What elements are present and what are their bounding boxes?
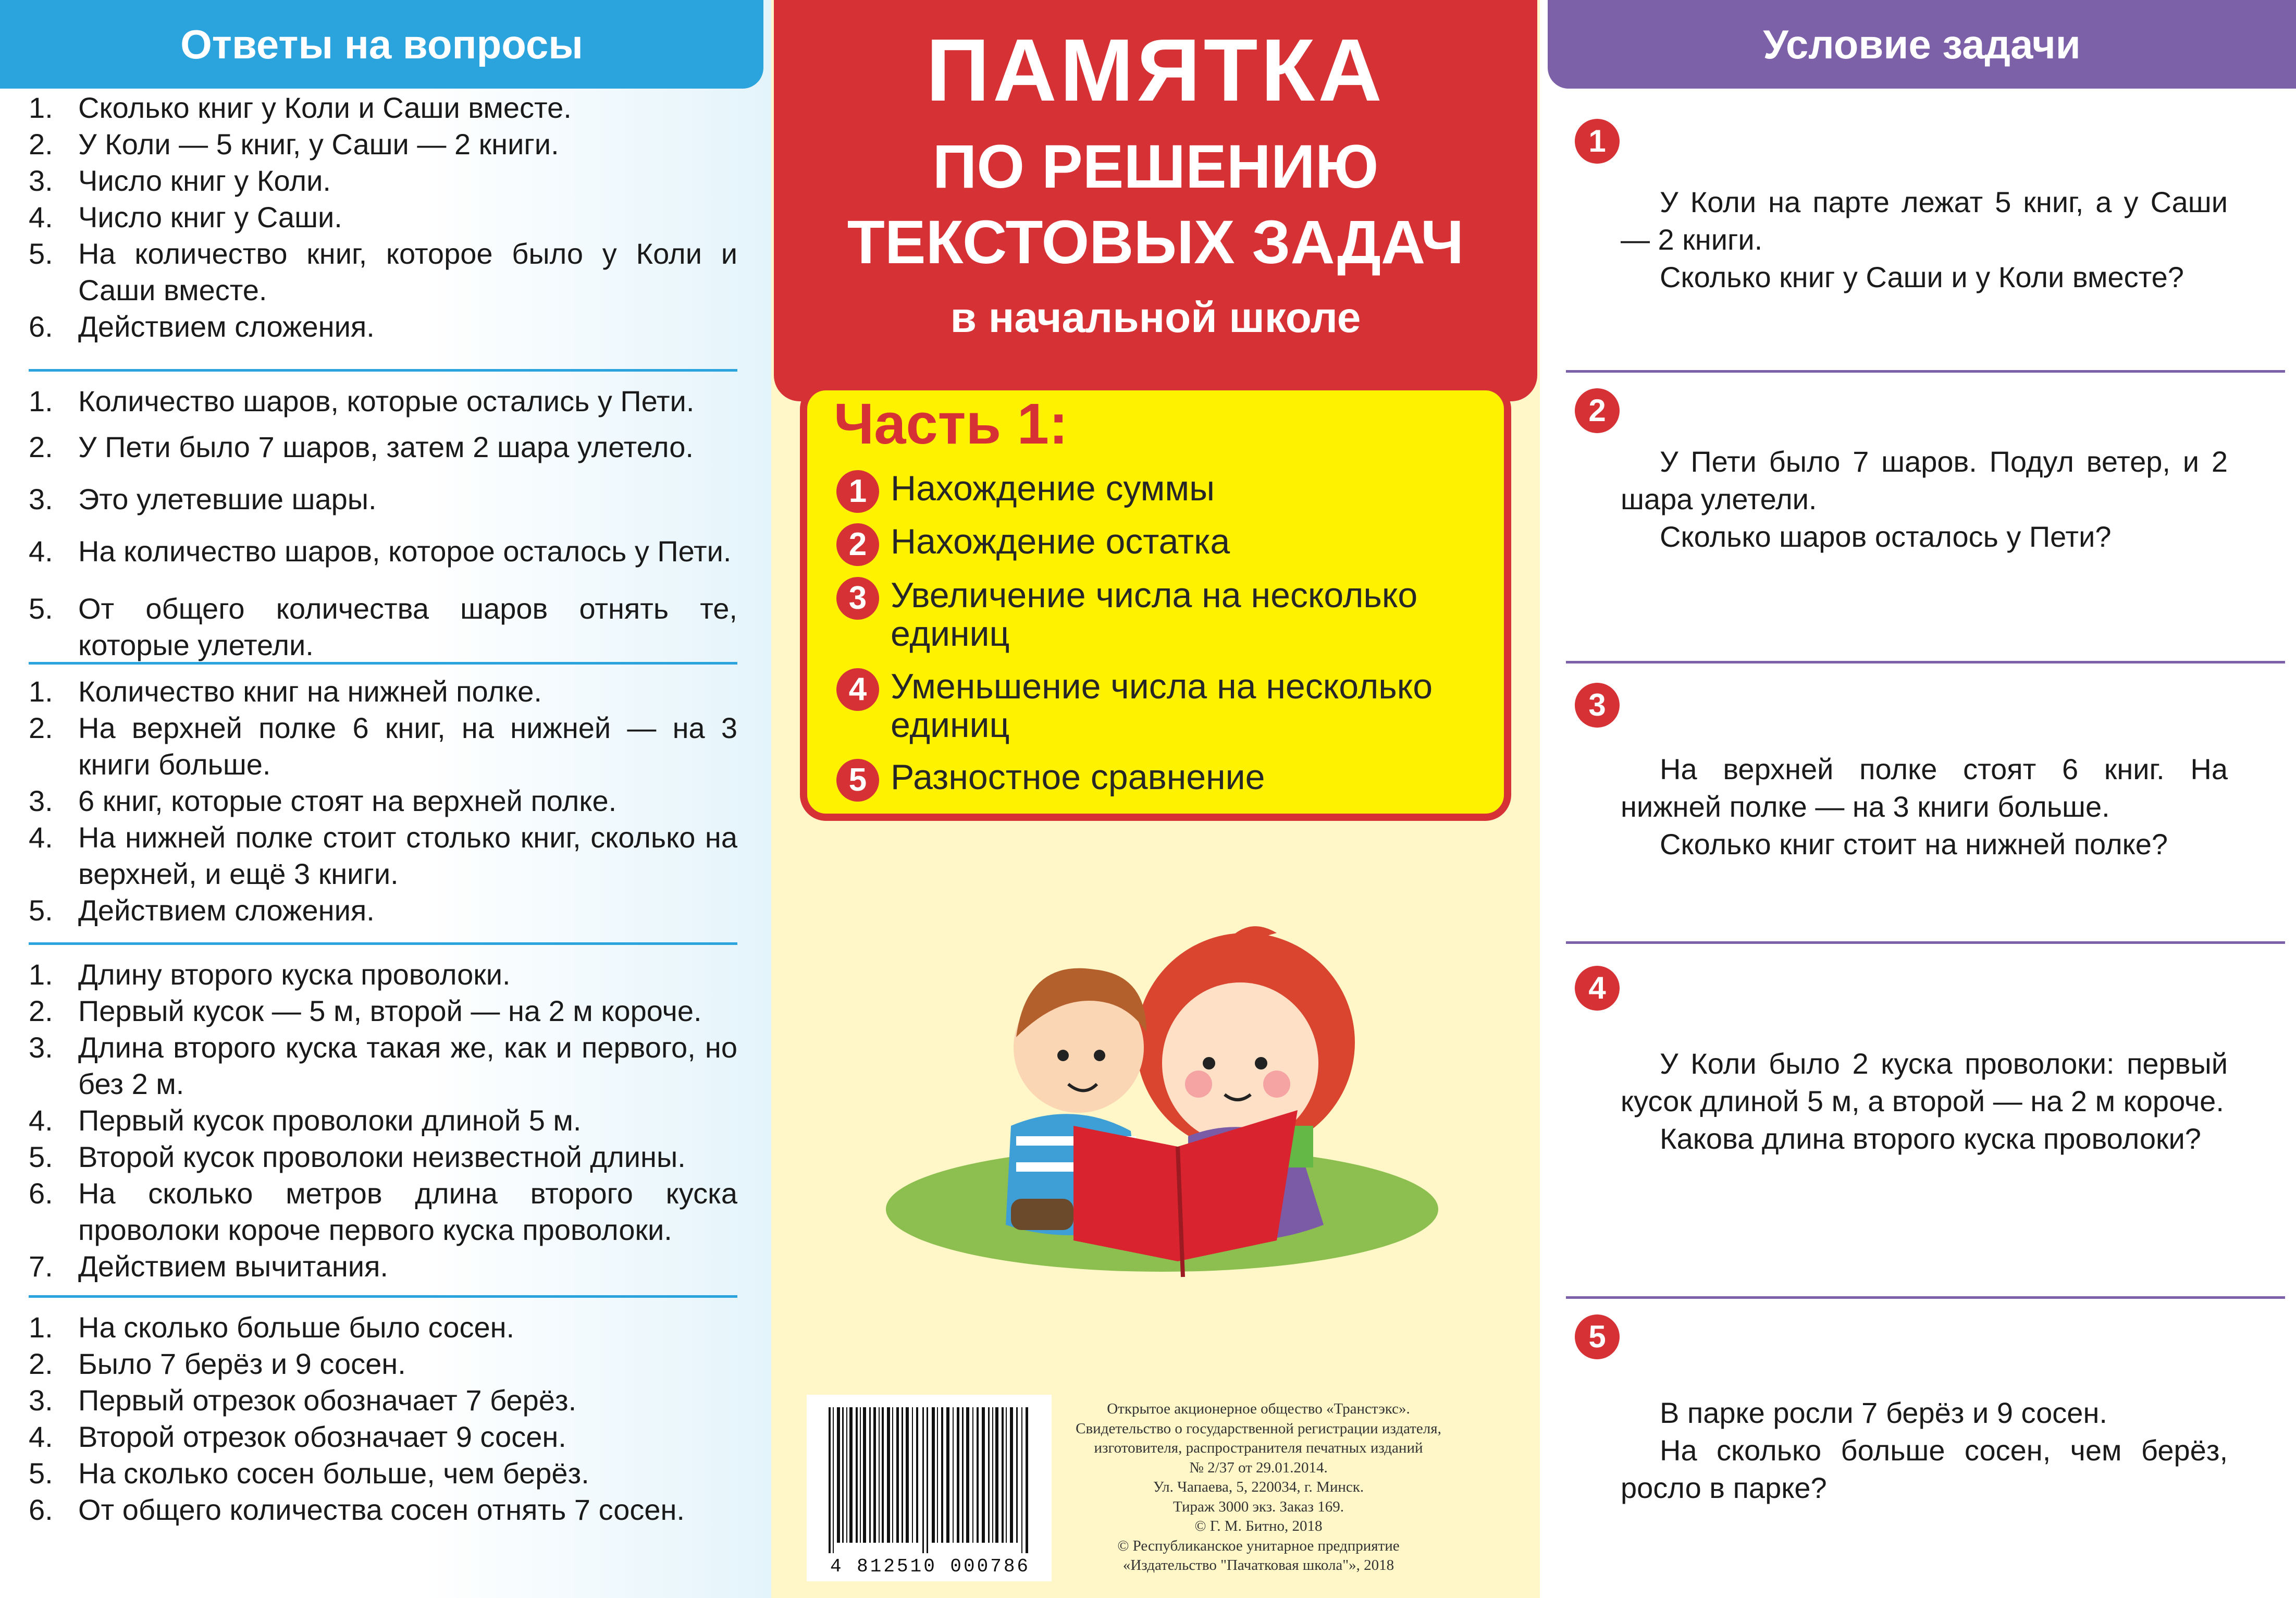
number-badge: 5 [1575, 1314, 1620, 1359]
barcode [829, 1407, 1033, 1553]
list-item: 4. На нижней полке стоит столько книг, сколько на верхней, и ещё 3 книги. [29, 821, 737, 890]
answer-block-2 [29, 383, 737, 663]
page-title: ПАМЯТКА [925, 21, 1386, 120]
list-item: 5. Действием сложения. [29, 894, 375, 927]
part-item: 3 Увеличение числа на несколько единиц [836, 576, 1503, 653]
part-item: 2 Нахождение остатка [836, 522, 1503, 566]
title-line-3: ТЕКСТОВЫХ ЗАДАЧ [847, 208, 1464, 277]
answer-block-1 [29, 90, 737, 345]
list-item: 4. На количество шаров, которое осталось у Пети. [29, 535, 732, 568]
condition-text: У Пети было 7 шаров. Подул ветер, и 2 шара улетели. Сколько шаров осталось у Пети? [1621, 445, 2228, 553]
list-item: 3. Это улетевшие шары. [29, 483, 377, 515]
divider [1566, 1296, 2285, 1299]
divider [29, 662, 737, 665]
condition-text: В парке росли 7 берёз и 9 сосен. На сколько больше сосен, чем берёз, росло в парке? [1621, 1396, 2228, 1504]
number-badge: 2 [1575, 388, 1620, 433]
list-item: 1. Сколько книг у Коли и Саши вместе. [29, 91, 572, 124]
list-item: 6. От общего количества сосен отнять 7 сосен. [29, 1493, 685, 1526]
divider [1566, 661, 2285, 663]
answer-block-4 [29, 956, 737, 1285]
list-item: 1. Длину второго куска проволоки. [29, 958, 511, 991]
answers-header: Ответы на вопросы [0, 0, 763, 89]
list-item: 3. Длина второго куска такая же, как и первого, но без 2 м. [29, 1031, 737, 1100]
answer-block-3 [29, 673, 737, 929]
list-item: 3. 6 книг, которые стоят на верхней полке. [29, 784, 617, 817]
imprint: Открытое акционерное общество «Транстэкс». Свидетельство о государственной регистрации издателя, изготовителя, распространителя печатных изданий № 2/37 от 29.01.2014. Ул. Чапаева, 5, 220034, г. Минск. Тираж 3000 экз. Заказ 169. © Г. М. Битно, 2018 © Республиканское унитарное предприятие «Издательство "Пачатковая школа"», 2018 [1076, 1400, 1441, 1574]
list-item: 7. Действием вычитания. [29, 1250, 388, 1283]
part-title: Часть 1: [834, 392, 1068, 456]
list-item: 2. На верхней полке 6 книг, на нижней — на 3 книги больше. [29, 711, 737, 781]
conditions-header: Условие задачи [1548, 0, 2296, 89]
part-item: 1 Нахождение суммы [836, 469, 1503, 513]
title-line-2: ПО РЕШЕНИЮ [932, 132, 1379, 201]
condition-text: У Коли было 2 куска проволоки: первый кусок длиной 5 м, а второй — на 2 м короче. Какова длина второго куска проволоки? [1621, 1047, 2228, 1155]
number-badge: 1 [836, 470, 879, 513]
list-item: 4. Число книг у Саши. [29, 201, 342, 233]
list-item: 1. Количество книг на нижней полке. [29, 675, 542, 708]
divider [29, 942, 737, 945]
subtitle: в начальной школе [950, 294, 1361, 341]
condition-text: На верхней полке стоят 6 книг. На нижней полке — на 3 книги больше. Сколько книг стоит на нижней полке? [1621, 753, 2228, 861]
divider [1566, 941, 2285, 944]
list-item: 6. Действием сложения. [29, 310, 375, 343]
divider [29, 369, 737, 372]
barcode-number: 4 812510 000786 [830, 1556, 1031, 1577]
list-item: 2. Было 7 берёз и 9 сосен. [29, 1347, 406, 1380]
divider [1566, 370, 2285, 373]
list-item: 6. На сколько метров длина второго куска проволоки короче первого куска проволоки. [29, 1177, 737, 1246]
number-badge: 1 [1575, 119, 1620, 164]
answer-block-5 [29, 1309, 737, 1528]
list-item: 2. Первый кусок — 5 м, второй — на 2 м короче. [29, 994, 702, 1027]
list-item: 5. Второй кусок проволоки неизвестной длины. [29, 1140, 686, 1173]
part-item: 5 Разностное сравнение [836, 758, 1503, 802]
list-item: 3. Число книг у Коли. [29, 164, 331, 197]
number-badge: 3 [1575, 683, 1620, 728]
list-item: 4. Первый кусок проволоки длиной 5 м. [29, 1104, 582, 1137]
list-item: 3. Первый отрезок обозначает 7 берёз. [29, 1384, 577, 1417]
list-item: 2. У Пети было 7 шаров, затем 2 шара улетело. [29, 431, 694, 463]
list-item: 4. Второй отрезок обозначает 9 сосен. [29, 1420, 566, 1453]
list-item: 5. На сколько сосен больше, чем берёз. [29, 1457, 589, 1490]
number-badge: 4 [836, 668, 879, 711]
list-item: 5. От общего количества шаров отнять те, которые улетели. [29, 592, 737, 661]
kids-reading-illustration [855, 907, 1470, 1282]
list-item: 1. Количество шаров, которые остались у Пети. [29, 385, 695, 417]
condition-text: У Коли на парте лежат 5 книг, а у Саши — 2 книги. Сколько книг у Саши и у Коли вместе? [1621, 186, 2228, 293]
divider [29, 1295, 737, 1298]
number-badge: 3 [836, 577, 879, 620]
part-item: 4 Уменьшение числа на несколько единиц [836, 667, 1503, 744]
list-item: 1. На сколько больше было сосен. [29, 1311, 515, 1344]
number-badge: 4 [1575, 966, 1620, 1011]
list-item: 2. У Коли — 5 книг, у Саши — 2 книги. [29, 128, 559, 161]
number-badge: 2 [836, 523, 879, 566]
number-badge: 5 [836, 759, 879, 802]
list-item: 5. На количество книг, которое было у Коли и Саши вместе. [29, 237, 737, 306]
